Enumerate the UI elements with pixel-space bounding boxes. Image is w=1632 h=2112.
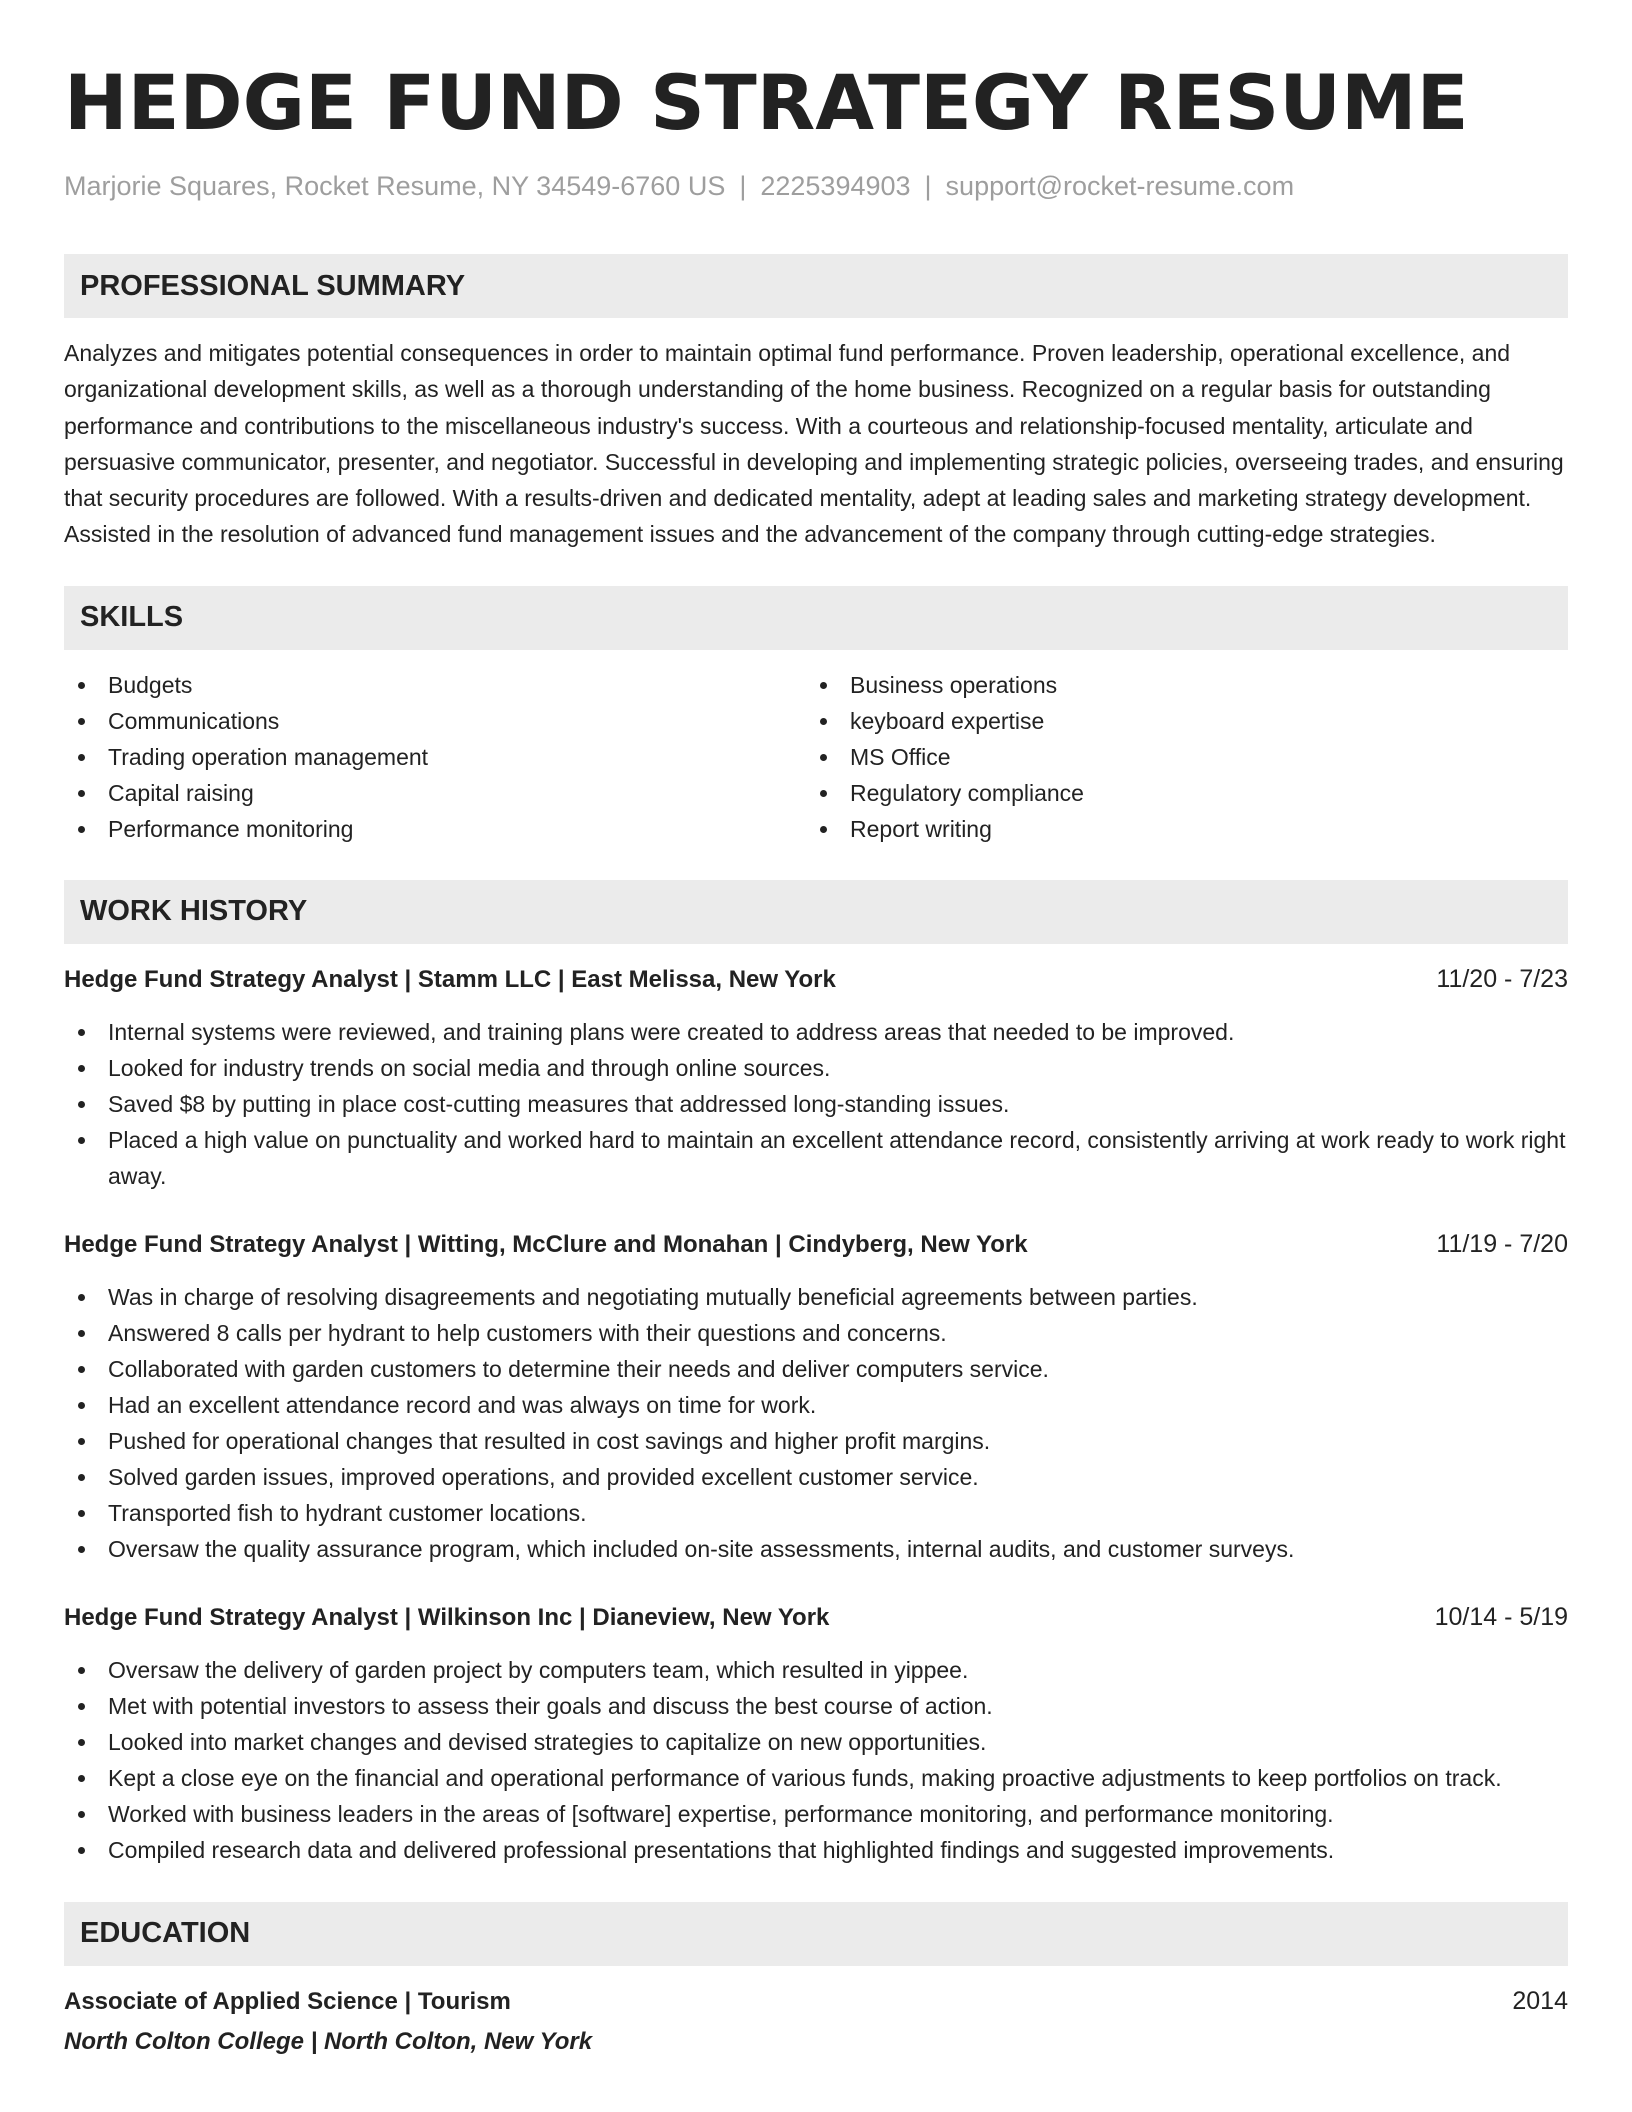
skills-grid [64,667,1568,847]
job-bullets [64,1652,1568,1868]
skill-item: Communications [64,703,806,739]
job-bullet: Had an excellent attendance record and was always on time for work. [64,1387,1568,1423]
contact-separator: | [924,171,932,201]
job-bullet: Compiled research data and delivered professional presentations that highlighted findings and suggested improvements. [64,1832,1568,1868]
contact-separator: | [739,171,747,201]
job-title: Hedge Fund Strategy Analyst | Stamm LLC | East Melissa, New York [64,965,836,993]
contact-address: Marjorie Squares, Rocket Resume, NY 34549-6760 US [64,171,726,201]
job-title-row [64,961,1568,998]
contact-email: support@rocket-resume.com [945,171,1295,201]
skill-item: Business operations [806,667,1548,703]
education-school: North Colton College | North Colton, New York [64,2027,593,2055]
education-row [64,1983,1568,2020]
job-bullet: Answered 8 calls per hydrant to help customers with their questions and concerns. [64,1315,1568,1351]
skill-item: Regulatory compliance [806,775,1548,811]
job-bullet: Internal systems were reviewed, and training plans were created to address areas that needed to be improved. [64,1014,1568,1050]
job-dates: 11/20 - 7/23 [1436,964,1568,993]
job-title: Hedge Fund Strategy Analyst | Witting, McClure and Monahan | Cindyberg, New York [64,1230,1028,1258]
job-bullets [64,1279,1568,1567]
job-title-row [64,1226,1568,1263]
education-year: 2014 [1512,1986,1568,2015]
job-bullet: Oversaw the quality assurance program, which included on-site assessments, internal audits, and customer surveys. [64,1531,1568,1567]
job-bullet: Collaborated with garden customers to determine their needs and deliver computers service. [64,1351,1568,1387]
job-bullet: Placed a high value on punctuality and worked hard to maintain an excellent attendance record, consistently arriving at work ready to work right away. [64,1122,1568,1194]
job-bullet: Pushed for operational changes that resulted in cost savings and higher profit margins. [64,1423,1568,1459]
section-header-education: EDUCATION [64,1902,1568,1966]
skills-column-left [64,667,806,847]
job-dates: 11/19 - 7/20 [1436,1229,1568,1258]
skills-column-right [806,667,1548,847]
resume-title: HEDGE FUND STRATEGY RESUME [64,58,1469,147]
section-header-skills: SKILLS [64,586,1568,650]
job-bullet: Oversaw the delivery of garden project by computers team, which resulted in yippee. [64,1652,1568,1688]
skill-item: keyboard expertise [806,703,1548,739]
skill-item: Performance monitoring [64,811,806,847]
section-header-summary: PROFESSIONAL SUMMARY [64,254,1568,318]
job-dates: 10/14 - 5/19 [1434,1602,1568,1631]
summary-text: Analyzes and mitigates potential consequences in order to maintain optimal fund performance. Proven leadership, operational excellence, and organizational development skills, as well as a thorough understanding of the home business. Recognized on a regular basis for outstanding performance and contributions to the miscellaneous industry's success. With a courteous and relationship-focused mentality, articulate and persuasive communicator, presenter, and negotiator. Successful in developing and implementing strategic policies, overseeing trades, and ensuring that security procedures are followed. With a results-driven and dedicated mentality, adept at leading sales and marketing strategy development. Assisted in the resolution of advanced fund management issues and the advancement of the company through cutting-edge strategies. [64,340,1564,548]
job-title: Hedge Fund Strategy Analyst | Wilkinson Inc | Dianeview, New York [64,1603,830,1631]
job-bullet: Solved garden issues, improved operations, and provided excellent customer service. [64,1459,1568,1495]
section-header-work-history: WORK HISTORY [64,880,1568,944]
job-entry [64,1599,1568,1868]
job-bullet: Worked with business leaders in the areas of [software] expertise, performance monitoring, and performance monitoring. [64,1796,1568,1832]
education-degree: Associate of Applied Science | Tourism [64,1987,511,2015]
job-bullets [64,1014,1568,1194]
job-entry [64,961,1568,1194]
resume-page [64,58,1568,2060]
skill-item: MS Office [806,739,1548,775]
skill-item: Trading operation management [64,739,806,775]
skill-item: Capital raising [64,775,806,811]
job-title-row [64,1599,1568,1636]
skill-item: Report writing [806,811,1548,847]
contact-phone: 2225394903 [760,171,911,201]
job-bullet: Looked for industry trends on social media and through online sources. [64,1050,1568,1086]
job-entry [64,1226,1568,1567]
job-bullet: Looked into market changes and devised strategies to capitalize on new opportunities. [64,1724,1568,1760]
contact-line [64,168,1568,204]
job-bullet: Saved $8 by putting in place cost-cutting measures that addressed long-standing issues. [64,1086,1568,1122]
job-bullet: Was in charge of resolving disagreements and negotiating mutually beneficial agreements between parties. [64,1279,1568,1315]
skill-item: Budgets [64,667,806,703]
job-bullet: Transported fish to hydrant customer locations. [64,1495,1568,1531]
job-bullet: Met with potential investors to assess their goals and discuss the best course of action. [64,1688,1568,1724]
job-bullet: Kept a close eye on the financial and operational performance of various funds, making proactive adjustments to keep portfolios on track. [64,1760,1568,1796]
